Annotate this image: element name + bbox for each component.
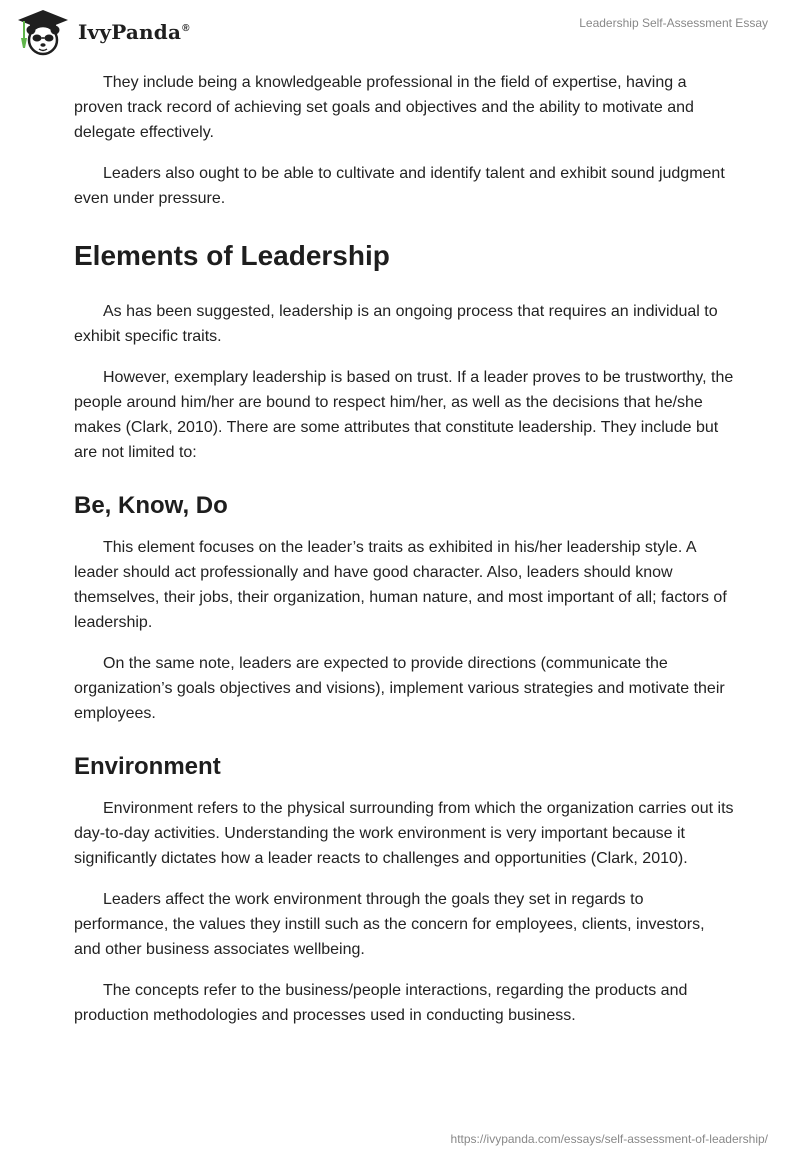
paragraph: On the same note, leaders are expected to provide directions (communicate the organization’s goals objectives and visions), implement various strategies and motivate their employees.: [74, 655, 725, 722]
brand-name: IvyPanda®: [78, 20, 190, 44]
page-header: [0, 0, 800, 64]
paragraph: The concepts refer to the business/people interactions, regarding the products and production methodologies and processes used in conducting business.: [74, 982, 688, 1024]
paragraph: As has been suggested, leadership is an ongoing process that requires an individual to exhibit specific traits.: [74, 303, 718, 345]
panda-graduate-logo-icon: [14, 8, 72, 56]
paragraph: This element focuses on the leader’s traits as exhibited in his/her leadership style. A leader should act professionally and have good character. Also, leaders should know themselves, their jobs, their organization, human nature, and most important of all; factors of leadership.: [74, 539, 727, 631]
subsection-heading-environment: Environment: [74, 753, 221, 780]
registered-mark: ®: [182, 23, 190, 35]
paragraph: However, exemplary leadership is based on trust. If a leader proves to be trustworthy, the people around him/her are bound to respect him/her, as well as the decisions that he/she makes (Clark, 2010). There are some attributes that constitute leadership. They include but are not limited to:: [74, 369, 734, 461]
document-title: Leadership Self-Assessment Essay: [579, 16, 768, 30]
subsection-heading-be-know-do: Be, Know, Do: [74, 492, 228, 519]
paragraph: They include being a knowledgeable professional in the field of expertise, having a proven track record of achieving set goals and objectives and the ability to motivate and delegate effectively.: [74, 74, 694, 141]
section-heading-elements-of-leadership: Elements of Leadership: [74, 240, 390, 271]
essay-content: [74, 70, 734, 1044]
brand-logo[interactable]: [14, 8, 190, 56]
paragraph: Leaders affect the work environment through the goals they set in regards to performance, the values they instill such as the concern for employees, clients, investors, and other business associates wellbeing.: [74, 891, 705, 958]
paragraph: Environment refers to the physical surrounding from which the organization carries out its day-to-day activities. Understanding the work environment is very important because it significantly dictates how a leader reacts to challenges and opportunities (Clark, 2010).: [74, 800, 734, 867]
source-url[interactable]: https://ivypanda.com/essays/self-assessment-of-leadership/: [450, 1132, 768, 1146]
paragraph: Leaders also ought to be able to cultivate and identify talent and exhibit sound judgment even under pressure.: [74, 165, 725, 207]
